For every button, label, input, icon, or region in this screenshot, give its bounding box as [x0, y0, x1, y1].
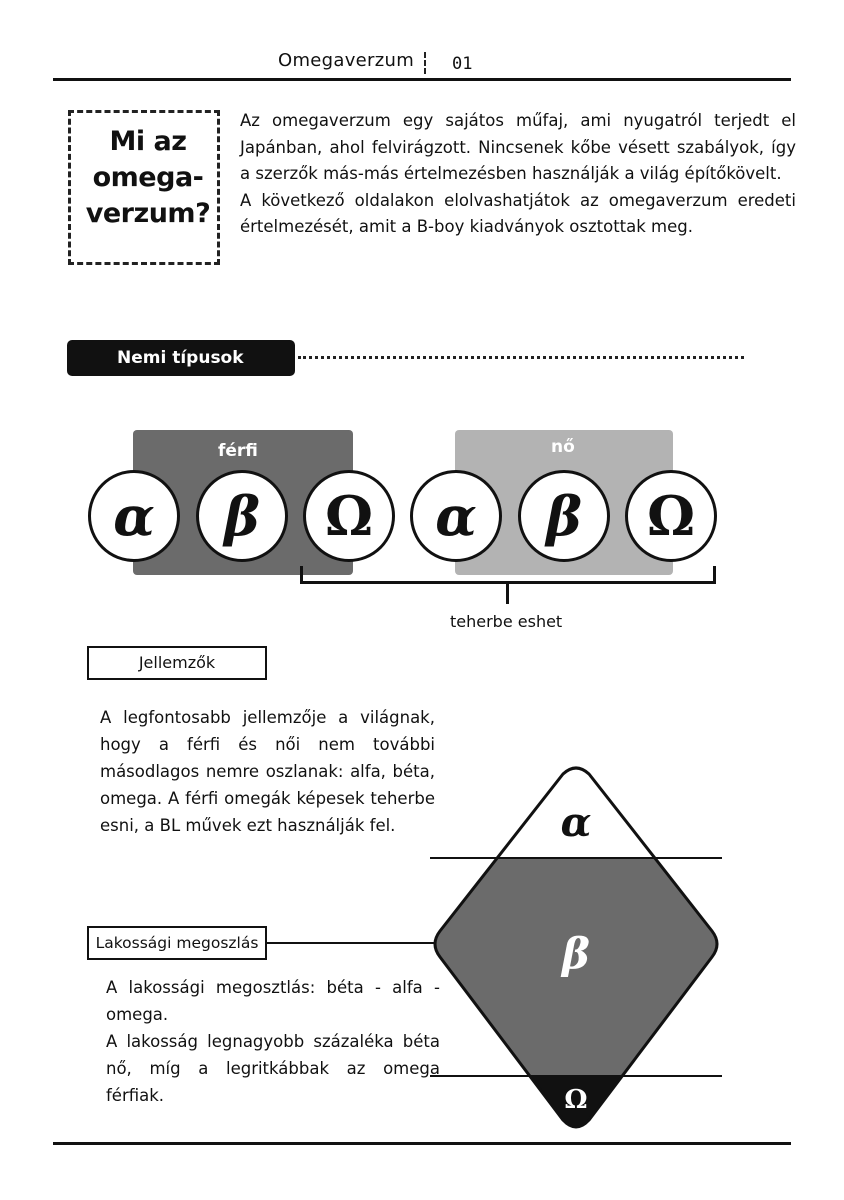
running-header-title: Omegaverzum: [278, 50, 415, 71]
female-beta-circle: β: [518, 470, 610, 562]
intro-paragraph-1: Az omegaverzum egy sajátos műfaj, ami nyugatról terjedt el Japánban, ahol felvirágzott. Nincsenek kőbe vésett szabályok, így a szerzők más-más értelmezésben használják a világ építőkövelt.: [240, 111, 796, 183]
section-dotted-rule: [298, 356, 744, 359]
pregnancy-bracket-stem: [506, 584, 509, 604]
male-beta-circle: β: [196, 470, 288, 562]
population-text: [106, 974, 440, 1109]
header-rule: [53, 78, 791, 81]
male-label: férfi: [218, 441, 258, 461]
population-connector-line: [266, 942, 438, 944]
title-box-heading: [78, 124, 218, 232]
diamond-alpha-symbol: α: [560, 799, 592, 846]
characteristics-label: Jellemzők: [87, 646, 267, 680]
female-omega-circle: Ω: [625, 470, 717, 562]
page-number: 01: [452, 54, 473, 74]
population-paragraph-2: A lakosság legnagyobb százaléka béta nő, míg a legritkábbak az omega férfiak.: [106, 1032, 440, 1105]
intro-text: [240, 108, 796, 241]
female-alpha-circle: α: [410, 470, 502, 562]
population-diamond-diagram: [430, 764, 722, 1130]
title-line-2: omega-: [92, 162, 204, 193]
population-paragraph-1: A lakossági megosztlás: béta - alfa - omega.: [106, 978, 440, 1024]
male-omega-circle: Ω: [303, 470, 395, 562]
pregnancy-bracket: [300, 566, 716, 584]
section-heading: Nemi típusok: [67, 340, 295, 376]
footer-rule: [53, 1142, 791, 1145]
female-label: nő: [551, 437, 575, 457]
male-alpha-circle: α: [88, 470, 180, 562]
diamond-omega-symbol: Ω: [564, 1085, 588, 1115]
characteristics-text: A legfontosabb jellemzője a világnak, hogy a férfi és női nem további másodlagos nemre oszlanak: alfa, béta, omega. A férfi omegák képesek teherbe esni, a BL művek ezt használják fel.: [100, 708, 435, 835]
intro-paragraph-2: A következő oldalakon elolvashatjátok az omegaverzum eredeti értelmezését, amit a B-boy kiadványok osztottak meg.: [240, 190, 796, 236]
title-line-1: Mi az: [109, 126, 187, 157]
pregnancy-note: teherbe eshet: [450, 612, 563, 631]
population-label: Lakossági megoszlás: [87, 926, 267, 960]
title-line-3: verzum?: [85, 198, 211, 229]
diamond-beta-symbol: β: [562, 929, 590, 978]
header-separator: [424, 52, 426, 74]
